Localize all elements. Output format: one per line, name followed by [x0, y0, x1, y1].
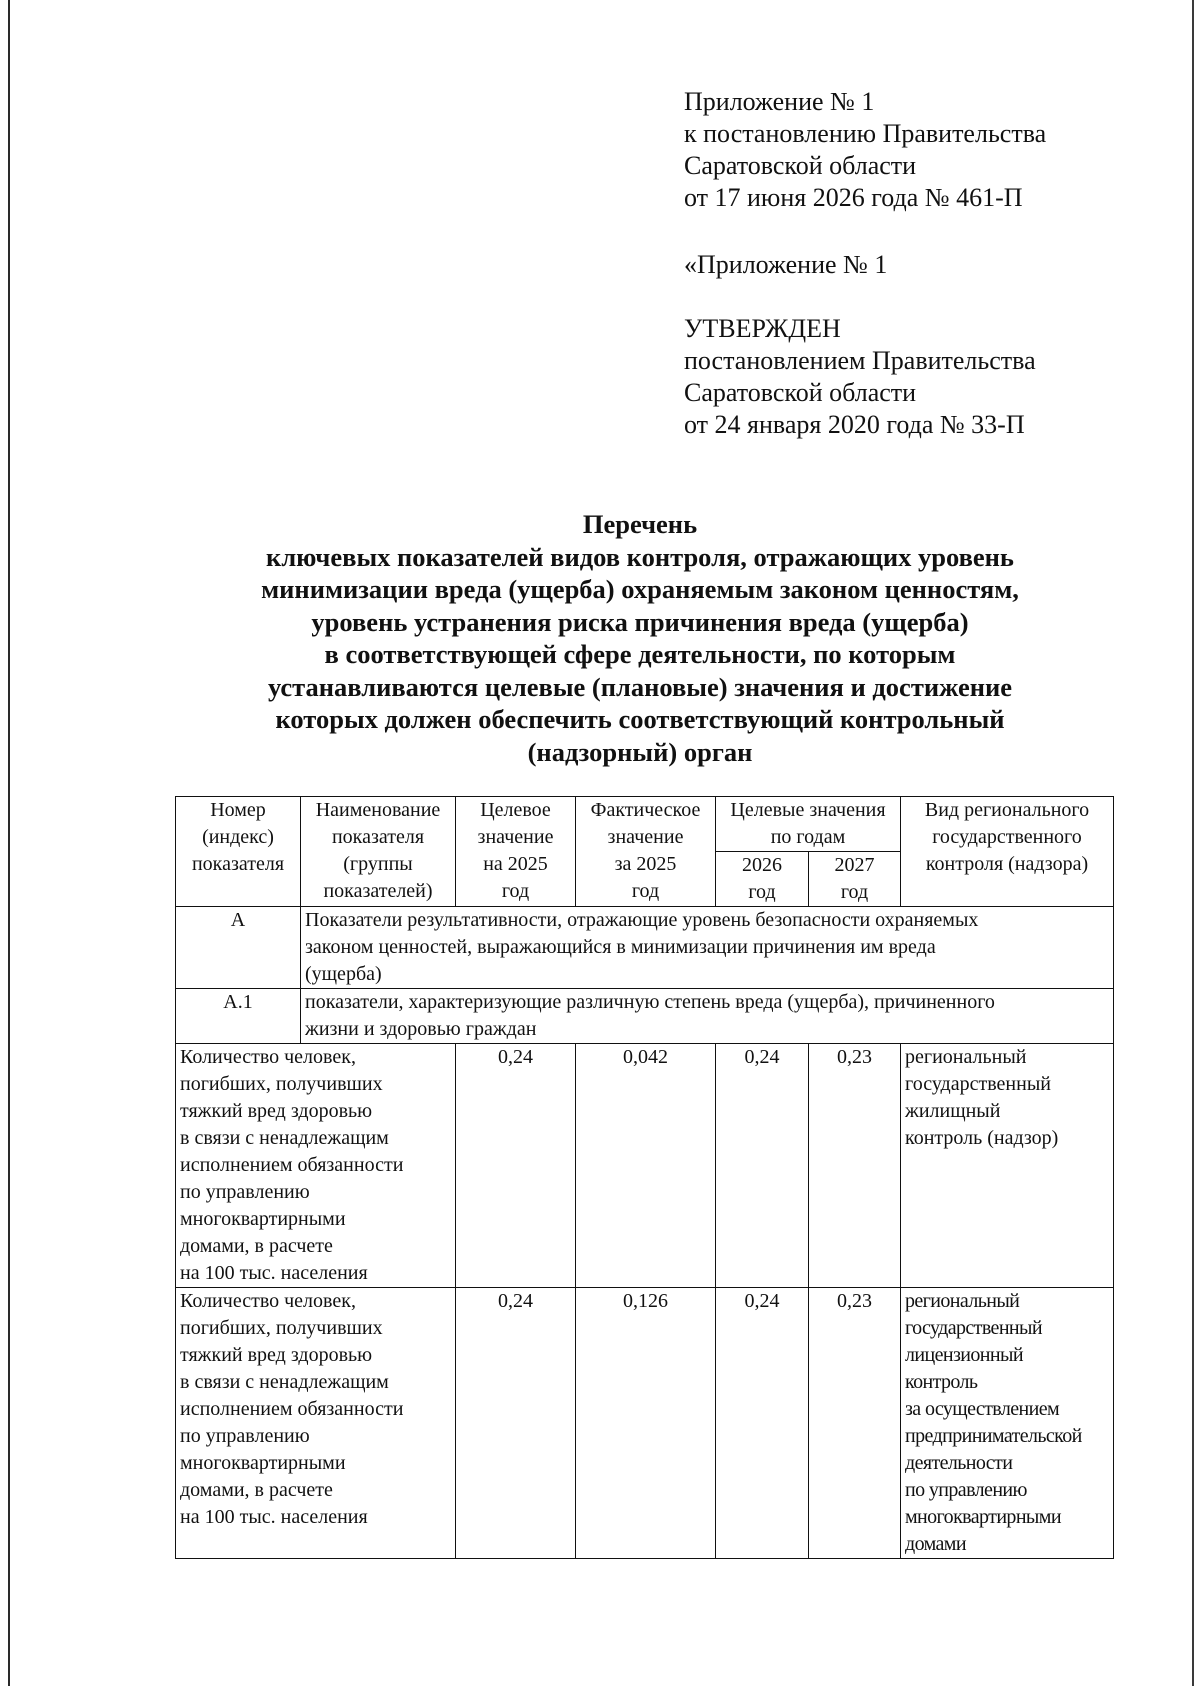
cell-actual-2025: 0,126: [576, 1288, 716, 1559]
header-name: Наименование показателя (группы показателей): [301, 797, 456, 907]
section-text: Показатели результативности, отражающие уровень безопасности охраняемых законом ценностей, выражающийся в минимизации причинения им вреда (ущерба): [301, 907, 1114, 989]
header-number: Номер (индекс) показателя: [176, 797, 301, 907]
appendix-header-line: к постановлению Правительства: [684, 119, 1047, 148]
title-line: в соответствующей сфере деятельности, по которым: [324, 639, 956, 669]
cell-target-2025: 0,24: [456, 1288, 576, 1559]
header-target-2025: Целевое значение на 2025 год: [456, 797, 576, 907]
cell-target-2025: 0,24: [456, 1044, 576, 1288]
appendix-quote: [684, 249, 887, 281]
title-line: Перечень: [582, 509, 698, 539]
scan-edge-left: [8, 0, 10, 1686]
indicator-name: Количество человек, погибших, получивших тяжкий вред здоровью в связи с ненадлежащим исполнением обязанности по управлению многоквартирными домами, в расчете на 100 тыс. населения: [176, 1288, 456, 1559]
section-code: А: [176, 907, 301, 989]
cell-value-2026: 0,24: [716, 1044, 809, 1288]
approved-line: Саратовской области: [684, 378, 917, 407]
cell-control-type: региональный государственный лицензионный контроль за осуществлением предпринимательской деятельности по управлению многоквартирными домами: [901, 1288, 1114, 1559]
title-line: устанавливаются целевые (плановые) значения и достижение: [267, 671, 1013, 702]
appendix-header-line: Приложение № 1: [684, 87, 875, 116]
approved-line: постановлением Правительства: [684, 346, 1036, 375]
approved-line: от 24 января 2020 года № 33-П: [684, 410, 1025, 439]
appendix-header-line: Саратовской области: [684, 151, 917, 180]
header-control-type: Вид регионального государственного контроля (надзора): [901, 797, 1114, 907]
scan-edge-right: [1192, 0, 1194, 1686]
cell-value-2027: 0,23: [809, 1288, 901, 1559]
cell-value-2026: 0,24: [716, 1288, 809, 1559]
cell-control-type: региональный государственный жилищный контроль (надзор): [901, 1044, 1114, 1288]
title-line: (надзорный) орган: [527, 736, 753, 767]
section-code: А.1: [176, 989, 301, 1044]
cell-actual-2025: 0,042: [576, 1044, 716, 1288]
appendix-header-line: от 17 июня 2026 года № 461-П: [684, 183, 1023, 212]
cell-value-2027: 0,23: [809, 1044, 901, 1288]
approved-block: [684, 313, 1036, 441]
document-title: [150, 508, 1130, 768]
approved-line: УТВЕРЖДЕН: [684, 314, 841, 343]
table-header-row: [176, 797, 1114, 852]
appendix-header: [684, 86, 1046, 214]
title-line: ключевых показателей видов контроля, отражающих уровень: [266, 541, 1014, 572]
header-target-by-years: Целевые значения по годам: [716, 797, 901, 852]
header-actual-2025: Фактическое значение за 2025 год: [576, 797, 716, 907]
indicators-table: [175, 796, 1114, 1559]
title-line: которых должен обеспечить соответствующий контрольный: [275, 704, 1005, 734]
header-year-2027: 2027 год: [809, 852, 901, 907]
title-line: уровень устранения риска причинения вреда (ущерба): [311, 606, 969, 637]
appendix-quote-line: «Приложение № 1: [684, 250, 888, 279]
section-row-a: [176, 907, 1114, 989]
indicator-name: Количество человек, погибших, получивших тяжкий вред здоровью в связи с ненадлежащим исполнением обязанности по управлению многоквартирными домами, в расчете на 100 тыс. населения: [176, 1044, 456, 1288]
table-row: [176, 1288, 1114, 1559]
section-row-a1: [176, 989, 1114, 1044]
title-line: минимизации вреда (ущерба) охраняемым законом ценностям,: [261, 574, 1019, 604]
table-row: [176, 1044, 1114, 1288]
section-text: показатели, характеризующие различную степень вреда (ущерба), причиненного жизни и здоровью граждан: [301, 989, 1114, 1044]
header-year-2026: 2026 год: [716, 852, 809, 907]
